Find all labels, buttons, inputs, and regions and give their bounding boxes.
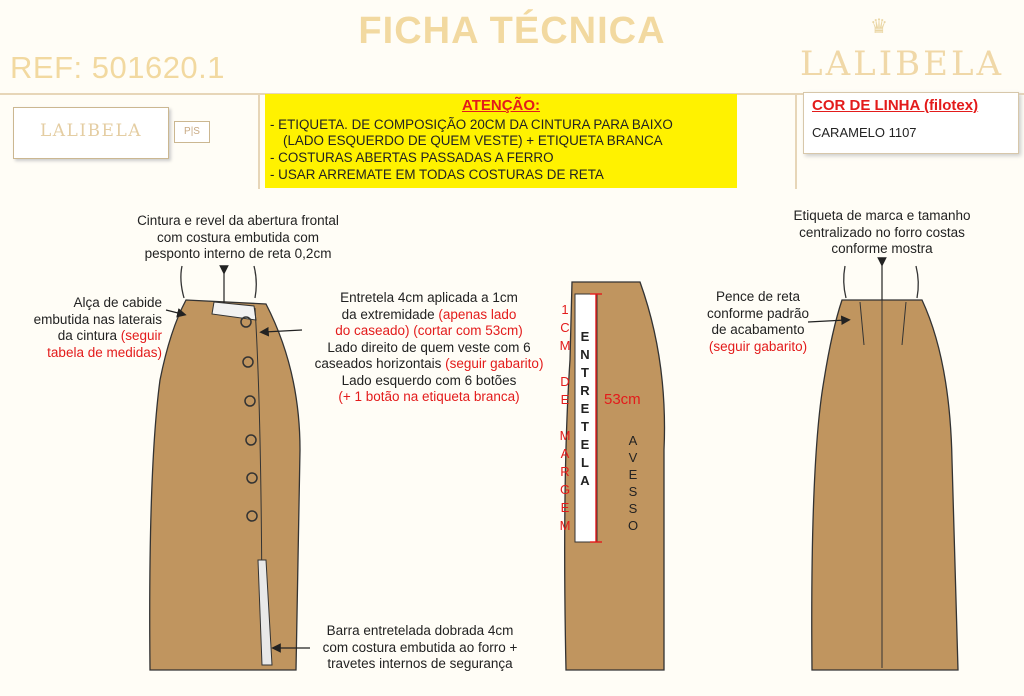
brand-logo: LALIBELA [800, 44, 1005, 84]
reference-code: REF: 501620.1 [10, 50, 226, 85]
vertical-letter: R [560, 464, 570, 479]
vertical-letter: G [559, 482, 571, 497]
front-skirt-drawing [150, 266, 300, 670]
margin-vertical-label [558, 301, 572, 535]
thread-color-value: CARAMELO 1107 [812, 125, 917, 140]
vertical-letter: S [628, 484, 638, 499]
vertical-letter: T [581, 419, 589, 434]
vertical-letter: T [581, 365, 589, 380]
label-logo-text: LALIBELA [39, 121, 143, 141]
vertical-letter: S [628, 501, 638, 516]
vertical-letter: E [580, 329, 590, 344]
vertical-letter: C [560, 320, 570, 335]
bee-logo-icon: ♛ [870, 16, 888, 38]
vertical-letter: E [580, 401, 590, 416]
vertical-letter: A [560, 446, 570, 461]
vertical-letter: A [580, 473, 590, 488]
vertical-letter: E [560, 392, 570, 407]
measure-53cm: 53cm [604, 391, 641, 408]
vertical-letter: N [580, 347, 590, 362]
back-skirt-drawing [812, 266, 958, 670]
size-tag: P|S [174, 121, 210, 143]
thread-color-title: COR DE LINHA (filotex) [812, 97, 979, 114]
interfacing-vertical-label [578, 328, 592, 490]
vertical-letter: M [559, 338, 571, 353]
dart-note: Pence de reta conforme padrão de acabamento (seguir gabarito) [706, 289, 810, 354]
vertical-letter [558, 409, 572, 427]
vertical-letter: D [560, 374, 570, 389]
vertical-letter: V [628, 450, 638, 465]
vertical-letter: 1 [561, 302, 569, 317]
vertical-letter: M [559, 518, 571, 533]
attention-line: - COSTURAS ABERTAS PASSADAS A FERRO [270, 150, 554, 165]
brand-label-note: Etiqueta de marca e tamanho centralizado no forro costas conforme mostra [793, 208, 971, 256]
vertical-letter [558, 355, 572, 373]
vertical-letter: L [581, 455, 589, 470]
vertical-letter: A [628, 433, 638, 448]
hanger-loop-note: Alça de cabide embutida nas laterais da cintura (seguir tabela de medidas) [33, 295, 162, 360]
attention-line: (LADO ESQUERDO DE QUEM VESTE) + ETIQUETA BRANCA [283, 133, 663, 148]
reverse-side-vertical-label [626, 432, 640, 534]
page-title: FICHA TÉCNICA [358, 10, 666, 52]
vertical-letter: M [559, 428, 571, 443]
hem-note: Barra entretelada dobrada 4cm com costura embutida ao forro + travetes internos de segurança [322, 623, 518, 671]
interfacing-note: Entretela 4cm aplicada a 1cm da extremidade (apenas lado do caseado) (cortar com 53cm) Lado direito de quem veste com 6 caseados horizontais (seguir gabarito) Lado esquerdo com 6 botões (+ 1 botão na etiqueta branca) [314, 290, 544, 404]
vertical-letter: R [580, 383, 590, 398]
waist-note: Cintura e revel da abertura frontal com costura embutida com pesponto interno de reta 0,2cm [137, 213, 339, 261]
vertical-letter: E [628, 467, 638, 482]
vertical-letter: O [627, 518, 639, 533]
attention-line: - ETIQUETA. DE COMPOSIÇÃO 20CM DA CINTURA PARA BAIXO [270, 117, 673, 132]
attention-title: ATENÇÃO: [461, 97, 541, 114]
attention-line: - USAR ARREMATE EM TODAS COSTURAS DE RETA [270, 167, 604, 182]
vertical-letter: E [560, 500, 570, 515]
vertical-letter: E [580, 437, 590, 452]
